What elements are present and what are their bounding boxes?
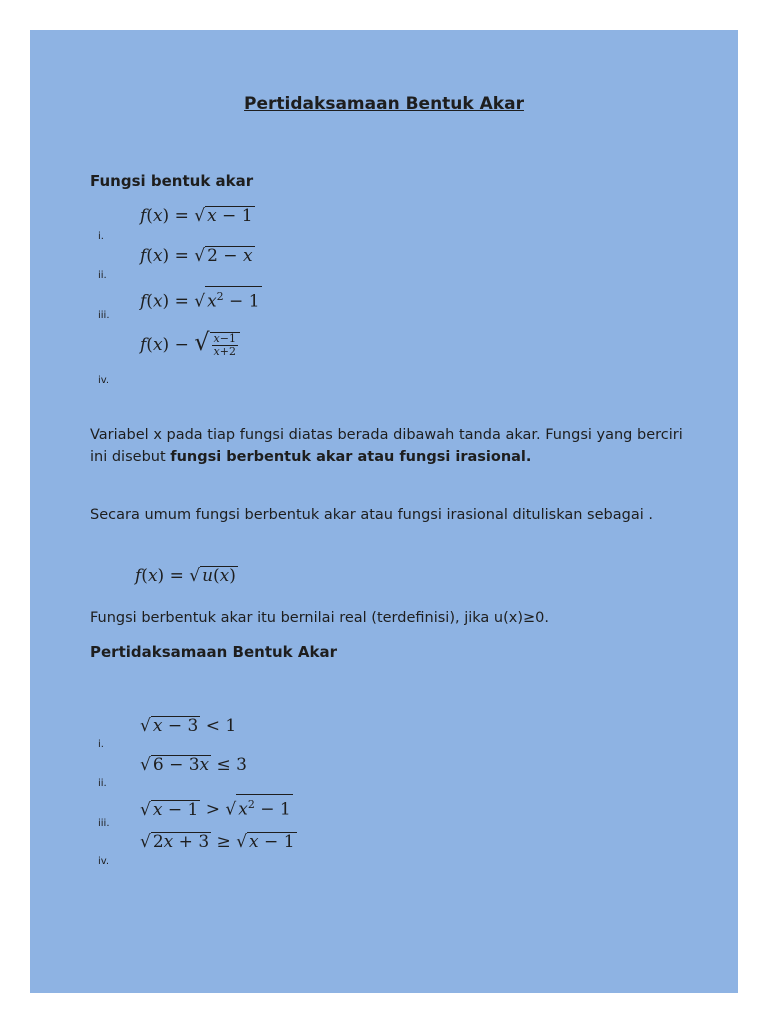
paragraph-definition-bold: fungsi berbentuk akar atau fungsi irasional. [170, 449, 532, 465]
inequality-2: √ 6 − 3x ≤ 3 [140, 755, 247, 775]
general-formula: f(x) = √ u(x) [135, 566, 236, 586]
section-heading-pertidaksamaan: Pertidaksamaan Bentuk Akar [90, 643, 337, 661]
list-marker-6: ii. [98, 778, 107, 789]
document-title: Pertidaksamaan Bentuk Akar [244, 94, 524, 114]
inequality-1: √ x − 3 < 1 [140, 716, 237, 736]
list-marker-5: i. [98, 739, 104, 750]
function-1: f(x) = √ x − 1 [140, 206, 253, 226]
list-marker-1: i. [98, 231, 104, 242]
function-4: f(x) − √ $\frac{x-1}{x+2}$ [140, 328, 240, 358]
inequality-3: √ x − 1 > √ $x^2 - 1$ [140, 794, 293, 820]
section-heading-fungsi: Fungsi bentuk akar [90, 172, 254, 190]
paragraph-condition: Fungsi berbentuk akar itu bernilai real (terdefinisi), jika u(x)≥0. [90, 610, 549, 626]
list-marker-2: ii. [98, 270, 107, 281]
paragraph-general: Secara umum fungsi berbentuk akar atau fungsi irasional dituliskan sebagai . [90, 507, 653, 523]
function-2: f(x) = √ 2 − x [140, 246, 253, 266]
list-marker-7: iii. [98, 818, 110, 829]
inequality-4: √ 2x + 3 ≥ √ x − 1 [140, 832, 295, 852]
list-marker-4: iv. [98, 375, 110, 386]
document-page [30, 30, 738, 993]
list-marker-3: iii. [98, 310, 110, 321]
function-3: f(x) = √ $x^2 - 1$ [140, 286, 262, 312]
list-marker-8: iv. [98, 856, 110, 867]
paragraph-definition [90, 424, 690, 468]
paragraph-definition-text: Variabel x pada tiap fungsi diatas berada dibawah tanda akar. Fungsi yang berciri ini disebut [90, 427, 683, 465]
